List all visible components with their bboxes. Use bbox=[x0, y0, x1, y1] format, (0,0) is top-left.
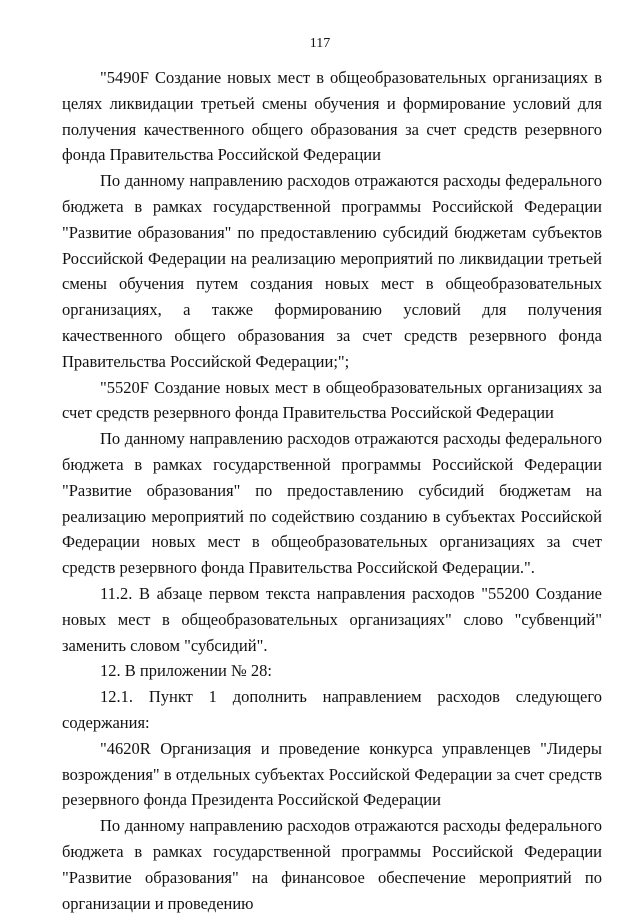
paragraph-12-1: 12.1. Пункт 1 дополнить направлением расходов следующего содержания: bbox=[62, 687, 602, 732]
document-body bbox=[62, 65, 602, 916]
paragraph-12: 12. В приложении № 28: bbox=[100, 661, 272, 681]
paragraph-5520f-heading: "5520F Создание новых мест в общеобразовательных организациях за счет средств резервного фонда Правительства Российской Федерации bbox=[62, 377, 602, 423]
paragraph-5490f-description: По данному направлению расходов отражаются расходы федерального бюджета в рамках государственной программы Российской Федерации "Развитие образования" по предоставлению субсидий бюджетам субъектов Российской Федерации на реализацию мероприятий по ликвидации третьей смены обучения путем создания новых мест в общеобразовательных организациях, а также формированию условий для получения качественного общего образования за счет средств резервного фонда Правительства Российской Федерации;"; bbox=[62, 171, 602, 371]
page-number: 117 bbox=[309, 36, 331, 51]
paragraph-5520f-description: По данному направлению расходов отражаются расходы федерального бюджета в рамках государственной программы Российской Федерации "Развитие образования" по предоставлению субсидий бюджетам на реализацию мероприятий по содействию созданию в субъектах Российской Федерации новых мест в общеобразовательных организациях за счет средств резервного фонда Правительства Российской Федерации.". bbox=[62, 429, 602, 578]
paragraph-4620r-heading: "4620R Организация и проведение конкурса управленцев "Лидеры возрождения" в отдельных субъектах Российской Федерации за счет средств резервного фонда Президента Российской Федерации bbox=[62, 738, 602, 810]
paragraph-5490f-heading: "5490F Создание новых мест в общеобразовательных организациях в целях ликвидации третьей смены обучения и формирование условий для получения качественного общего образования за счет средств резервного фонда Правительства Российской Федерации bbox=[62, 68, 602, 165]
paragraph-4620r-description: По данному направлению расходов отражаются расходы федерального бюджета в рамках государственной программы Российской Федерации "Развитие образования" на финансовое обеспечение мероприятий по организации и проведению bbox=[62, 816, 602, 913]
paragraph-11-2: 11.2. В абзаце первом текста направления расходов "55200 Создание новых мест в общеобразовательных организациях" слово "субвенций" заменить словом "субсидий". bbox=[62, 583, 602, 655]
